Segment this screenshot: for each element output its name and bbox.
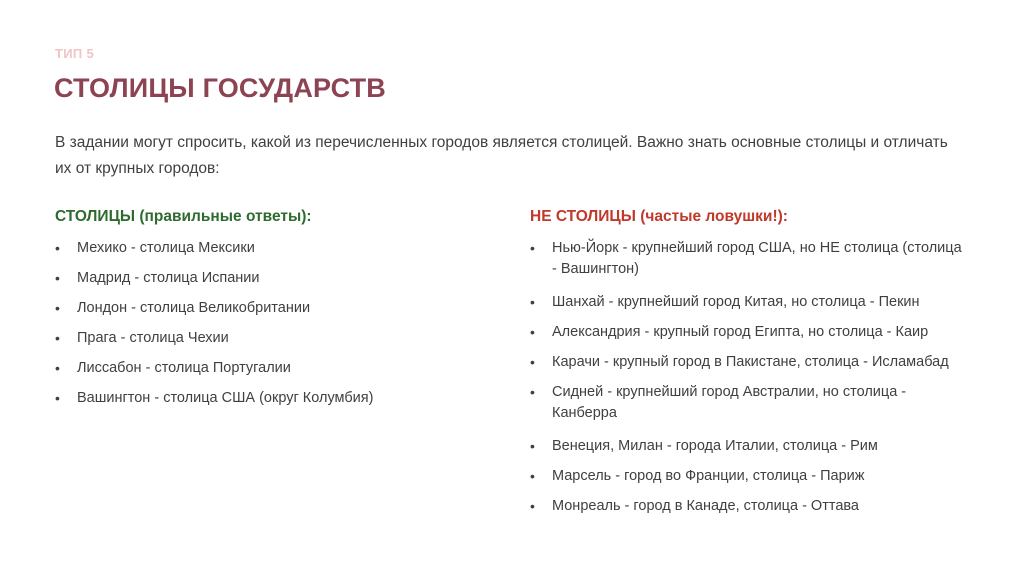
list-item — [530, 322, 970, 343]
list-item-text: Мехико - столица Мексики — [77, 240, 255, 256]
list-item-text: Шанхай - крупнейший город Китая, но столица - Пекин — [552, 294, 920, 310]
bullet-icon: • — [55, 270, 60, 286]
bullet-icon: • — [530, 498, 535, 514]
list-item-text: Вашингтон - столица США (округ Колумбия) — [77, 390, 374, 406]
list-item-text: Монреаль - город в Канаде, столица - Оттава — [552, 498, 859, 514]
bullet-icon: • — [55, 390, 60, 406]
list-item-text: Лондон - столица Великобритании — [77, 300, 311, 316]
list-item-text: Нью-Йорк - крупнейший город США, но НЕ столица (столица - Вашингтон) — [552, 240, 962, 277]
bullet-icon: • — [530, 324, 535, 340]
not-capitals-column — [530, 206, 970, 526]
list-item-text: Марсель - город во Франции, столица - Париж — [552, 468, 865, 484]
list-item — [55, 238, 485, 259]
intro-text: В задании могут спросить, какой из перечисленных городов является столицей. Важно знать основные столицы и отличать их от крупных городов: — [55, 134, 948, 177]
list-item — [530, 238, 970, 280]
bullet-icon: • — [55, 240, 60, 256]
page-title: СТОЛИЦЫ ГОСУДАРСТВ — [54, 73, 386, 103]
bullet-icon: • — [530, 438, 535, 454]
list-item — [530, 292, 970, 313]
bullet-icon: • — [530, 240, 535, 256]
not-capitals-heading: НЕ СТОЛИЦЫ (частые ловушки!): — [530, 208, 788, 225]
list-item — [530, 382, 970, 424]
list-item — [530, 352, 970, 373]
list-item — [55, 358, 485, 379]
type-label: ТИП 5 — [55, 46, 94, 61]
list-item-text: Прага - столица Чехии — [77, 330, 229, 346]
list-item-text: Венеция, Милан - города Италии, столица - Рим — [552, 438, 878, 454]
capitals-column — [55, 206, 485, 418]
capitals-list — [55, 238, 485, 409]
list-item-text: Сидней - крупнейший город Австралии, но столица - Канберра — [552, 384, 907, 421]
bullet-icon: • — [55, 330, 60, 346]
list-item-text: Карачи - крупный город в Пакистане, столица - Исламабад — [552, 354, 949, 370]
bullet-icon: • — [530, 354, 535, 370]
list-item-text: Лиссабон - столица Португалии — [77, 360, 291, 376]
not-capitals-list — [530, 238, 970, 517]
list-item — [55, 298, 485, 319]
list-item — [55, 268, 485, 289]
list-item — [530, 496, 970, 517]
bullet-icon: • — [530, 468, 535, 484]
list-item — [55, 388, 485, 409]
bullet-icon: • — [530, 294, 535, 310]
bullet-icon: • — [530, 384, 535, 400]
list-item-text: Мадрид - столица Испании — [77, 270, 260, 286]
list-item-text: Александрия - крупный город Египта, но столица - Каир — [552, 324, 929, 340]
list-item — [55, 328, 485, 349]
bullet-icon: • — [55, 300, 60, 316]
list-item — [530, 466, 970, 487]
list-item — [530, 436, 970, 457]
bullet-icon: • — [55, 360, 60, 376]
capitals-heading: СТОЛИЦЫ (правильные ответы): — [55, 208, 312, 225]
